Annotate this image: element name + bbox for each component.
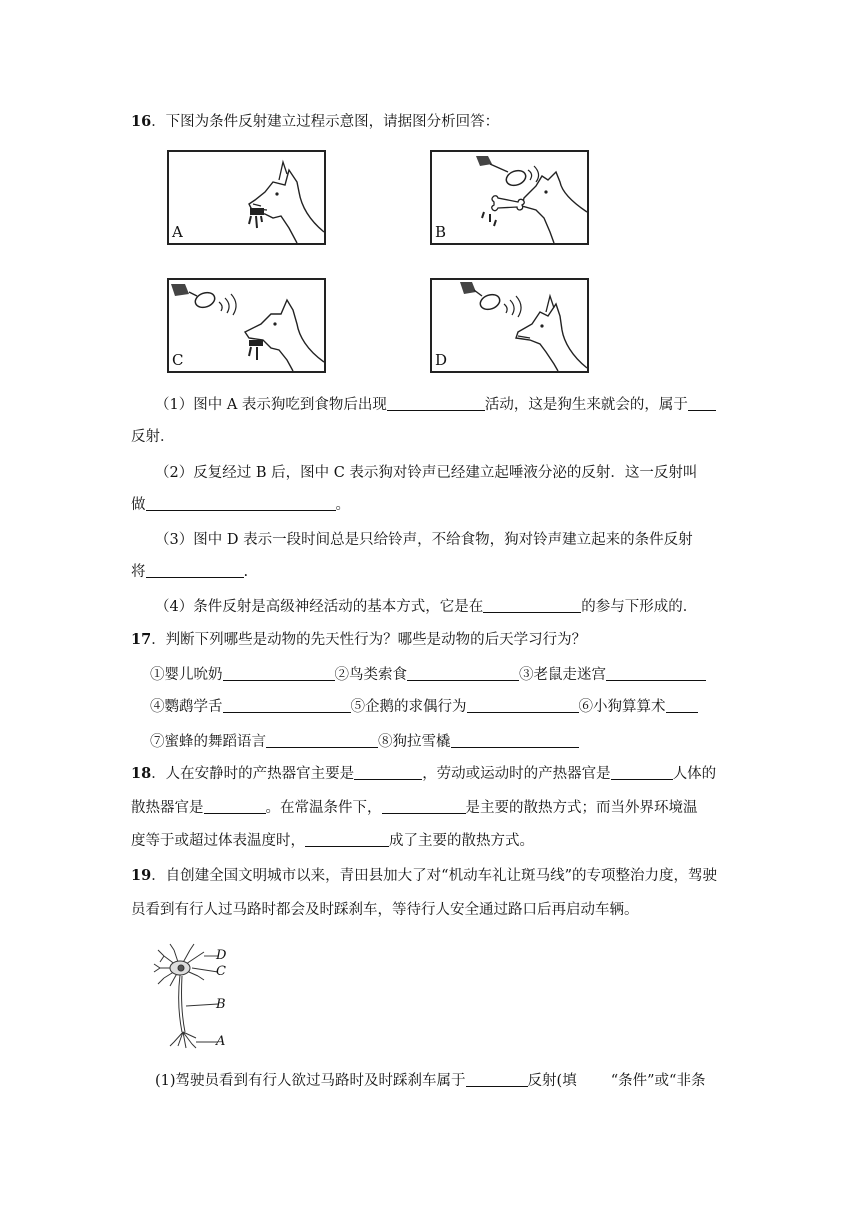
q16-sub1-text-c: 反射． [131, 429, 175, 445]
figure-panel-a [167, 150, 326, 245]
q16-sub3-text-c: . [243, 564, 249, 580]
q17-number: 17 [131, 631, 152, 648]
item-text: 老鼠走迷宫 [533, 667, 606, 683]
q18-line1 [131, 764, 860, 784]
dog-bell-food-drawing [432, 152, 587, 243]
neuron-label-a: A [216, 1034, 226, 1049]
answer-blank[interactable] [223, 665, 335, 681]
item-mark: ⑥ [578, 699, 593, 715]
answer-blank[interactable] [606, 665, 706, 681]
panel-label-c: C [172, 351, 184, 369]
answer-blank[interactable] [467, 697, 579, 713]
q19-sub1-text-b: 反射(填 [527, 1073, 577, 1089]
answer-blank[interactable] [266, 732, 378, 748]
item-text: 婴儿吮奶 [164, 667, 223, 683]
q17-row3 [150, 732, 860, 752]
figure-panel-d [430, 278, 589, 373]
dog-eating-drawing [169, 152, 324, 243]
q16-sub1-text-b: 活动，这是狗生来就会的，属于 [484, 397, 688, 413]
q18-text: 散热器官是 [131, 800, 204, 816]
q19-text: 员看到有行人过马路时都会及时踩刹车，等待行人安全通过路口后再启动车辆。 [131, 902, 639, 918]
item-text: 企鹅的求偶行为 [365, 699, 467, 715]
q16-sub2-text-c: 。 [335, 497, 350, 513]
q16-sub1 [155, 395, 860, 415]
item-text: 蜜蜂的舞蹈语言 [164, 734, 266, 750]
item-mark: ⑧ [378, 734, 393, 750]
answer-blank[interactable] [666, 697, 698, 713]
answer-blank[interactable] [354, 764, 422, 780]
answer-blank[interactable] [223, 697, 351, 713]
q16-sub3-text-a: （3）图中 D 表示一段时间总是只给铃声，不给食物，狗对铃声建立起来的条件反射 [155, 532, 693, 548]
answer-blank[interactable] [407, 665, 519, 681]
answer-blank[interactable] [305, 831, 389, 847]
item-text: 鸟类索食 [349, 667, 407, 683]
q16-number: 16 [131, 113, 152, 130]
figure-panel-c [167, 278, 326, 373]
q18-text: ．人在安静时的产热器官主要是 [151, 766, 355, 782]
item-text: 狗拉雪橇 [392, 734, 451, 750]
q17-stem-text: ．判断下列哪些是动物的先天性行为？哪些是动物的后天学习行为？ [151, 632, 587, 648]
answer-blank[interactable] [146, 562, 244, 578]
panel-label-a: A [172, 223, 183, 241]
answer-blank[interactable] [611, 764, 673, 780]
q16-sub2-cont [131, 495, 860, 515]
q16-sub3-text-b: 将 [131, 564, 146, 580]
q17-row2 [150, 697, 860, 717]
q18-text: ，劳动或运动时的产热器官是 [422, 766, 611, 782]
q18-text: 是主要的散热方式；而当外界环境温 [465, 800, 698, 816]
item-mark: ④ [150, 699, 165, 715]
q16-sub1-cont [131, 427, 860, 447]
neuron-label-b: B [216, 997, 226, 1012]
item-mark: ⑤ [350, 699, 365, 715]
q16-sub3-cont [131, 562, 860, 582]
q18-text: 度等于或超过体表温度时， [131, 833, 305, 849]
answer-blank[interactable] [387, 395, 485, 411]
q18-line3 [131, 831, 860, 851]
answer-blank[interactable] [382, 798, 466, 814]
dog-bell-only-drawing [432, 280, 587, 371]
neuron-label-d: D [216, 948, 227, 963]
q18-number: 18 [131, 765, 152, 782]
item-mark: ③ [519, 667, 534, 683]
q16-sub2-text-b: 做 [131, 497, 146, 513]
answer-blank[interactable] [466, 1071, 528, 1087]
neuron-drawing [150, 942, 250, 1052]
dog-bell-salivating-drawing [169, 280, 324, 371]
neuron-figure [150, 942, 250, 1052]
q19-number: 19 [131, 867, 152, 884]
q16-sub2-text-a: （2）反复经过 B 后，图中 C 表示狗对铃声已经建立起唾液分泌的反射．这一反射叫 [155, 465, 698, 481]
answer-blank[interactable] [204, 798, 266, 814]
q16-sub4-text-a: （4）条件反射是高级神经活动的基本方式，它是在 [155, 599, 484, 615]
answer-blank[interactable] [451, 732, 579, 748]
item-text: 小狗算算术 [593, 699, 666, 715]
q19-text: ．自创建全国文明城市以来，青田县加大了对“机动车礼让斑马线”的专项整治力度，驾驶 [151, 868, 718, 884]
q18-text: 。在常温条件下， [265, 800, 382, 816]
neuron-label-c: C [216, 964, 226, 979]
q19-sub1-text-c: “条件”或“非条 [610, 1073, 706, 1089]
q16-stem-text: ．下图为条件反射建立过程示意图，请据图分析回答： [151, 114, 500, 130]
q16-sub2 [155, 463, 860, 483]
q18-text: 人体的 [672, 766, 717, 782]
q16-sub1-text-a: （1）图中 A 表示狗吃到食物后出现 [155, 397, 387, 413]
item-mark: ② [334, 667, 349, 683]
item-mark: ① [150, 667, 165, 683]
q17-stem [131, 630, 860, 650]
q18-line2 [131, 798, 860, 818]
q18-text: 成了主要的散热方式。 [389, 833, 534, 849]
q19-line1 [131, 866, 860, 886]
answer-blank[interactable] [146, 495, 336, 511]
q19-line2 [131, 900, 860, 920]
panel-label-d: D [435, 351, 448, 369]
figure-panel-b [430, 150, 589, 245]
panel-label-b: B [435, 223, 447, 241]
q16-stem [131, 112, 860, 132]
q19-sub1 [155, 1071, 860, 1091]
q16-sub4-text-b: 的参与下形成的． [581, 599, 698, 615]
q16-sub3 [155, 530, 860, 550]
q17-row1 [150, 665, 860, 685]
item-text: 鹦鹉学舌 [164, 699, 223, 715]
answer-blank[interactable] [483, 597, 581, 613]
q16-sub4 [155, 597, 860, 617]
answer-blank[interactable] [688, 395, 716, 411]
item-mark: ⑦ [150, 734, 165, 750]
q19-sub1-text-a: (1)驾驶员看到有行人欲过马路时及时踩刹车属于 [155, 1073, 466, 1089]
